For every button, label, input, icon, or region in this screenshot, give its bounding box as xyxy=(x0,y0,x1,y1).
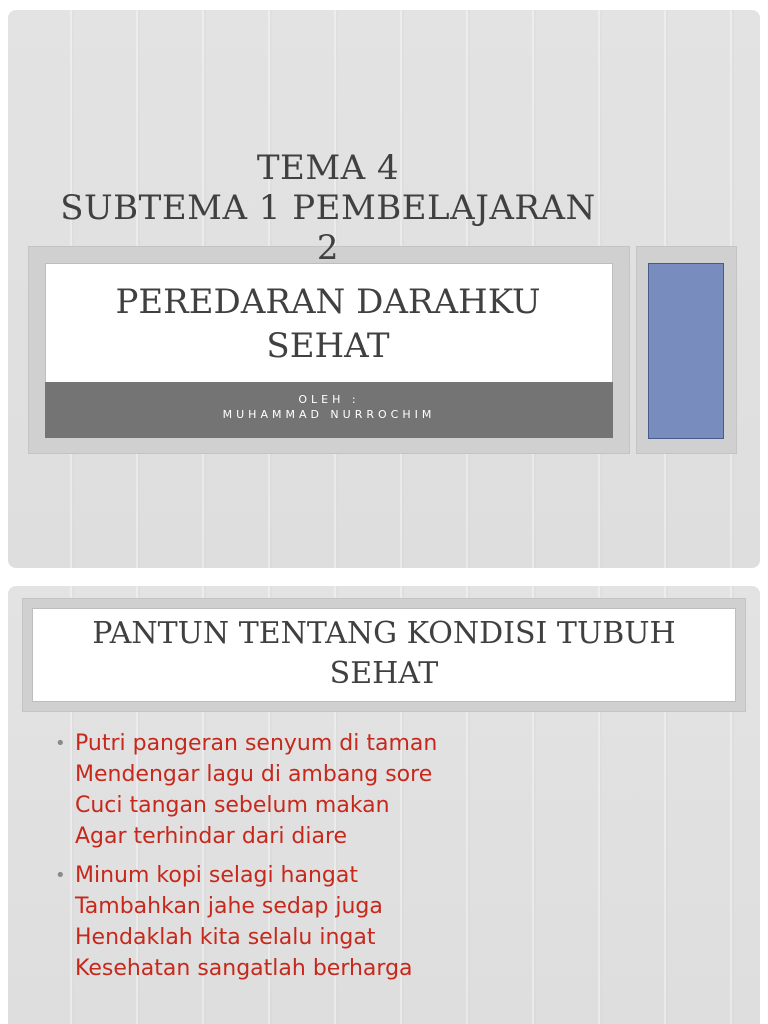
heading-line: PEREDARAN DARAHKU xyxy=(115,282,541,322)
slide-pantun xyxy=(8,586,760,1024)
bullet-icon: • xyxy=(55,865,66,886)
pantun-list xyxy=(52,728,732,992)
topic-title-line: SUBTEMA 1 PEMBELAJARAN xyxy=(60,188,596,228)
author-bar xyxy=(45,382,613,438)
accent-box xyxy=(648,263,724,439)
byline: OLEH : xyxy=(298,393,360,406)
pantun-line: Kesehatan sangatlah berharga xyxy=(75,956,413,981)
pantun-title-line: PANTUN TENTANG KONDISI TUBUH xyxy=(92,616,676,651)
pantun-item xyxy=(52,860,732,984)
pantun-title-line: SEHAT xyxy=(329,656,439,691)
pantun-title xyxy=(22,614,746,694)
pantun-item xyxy=(52,728,732,852)
topic-title-line: 2 xyxy=(316,228,340,268)
pantun-line: Cuci tangan sebelum makan xyxy=(75,793,390,818)
author-name: MUHAMMAD NURROCHIM xyxy=(222,408,436,421)
presentation-heading xyxy=(8,280,648,368)
side-frame xyxy=(636,246,737,454)
topic-title-line: TEMA 4 xyxy=(256,148,400,188)
topic-title xyxy=(8,148,648,268)
pantun-line: Minum kopi selagi hangat xyxy=(75,863,358,888)
slide-title xyxy=(8,10,760,568)
pantun-line: Agar terhindar dari diare xyxy=(75,824,348,849)
pantun-line: Mendengar lagu di ambang sore xyxy=(75,762,433,787)
pantun-line: Hendaklah kita selalu ingat xyxy=(75,925,376,950)
pantun-line: Putri pangeran senyum di taman xyxy=(75,731,438,756)
pantun-line: Tambahkan jahe sedap juga xyxy=(75,894,383,919)
bullet-icon: • xyxy=(55,733,66,754)
heading-line: SEHAT xyxy=(266,326,390,366)
